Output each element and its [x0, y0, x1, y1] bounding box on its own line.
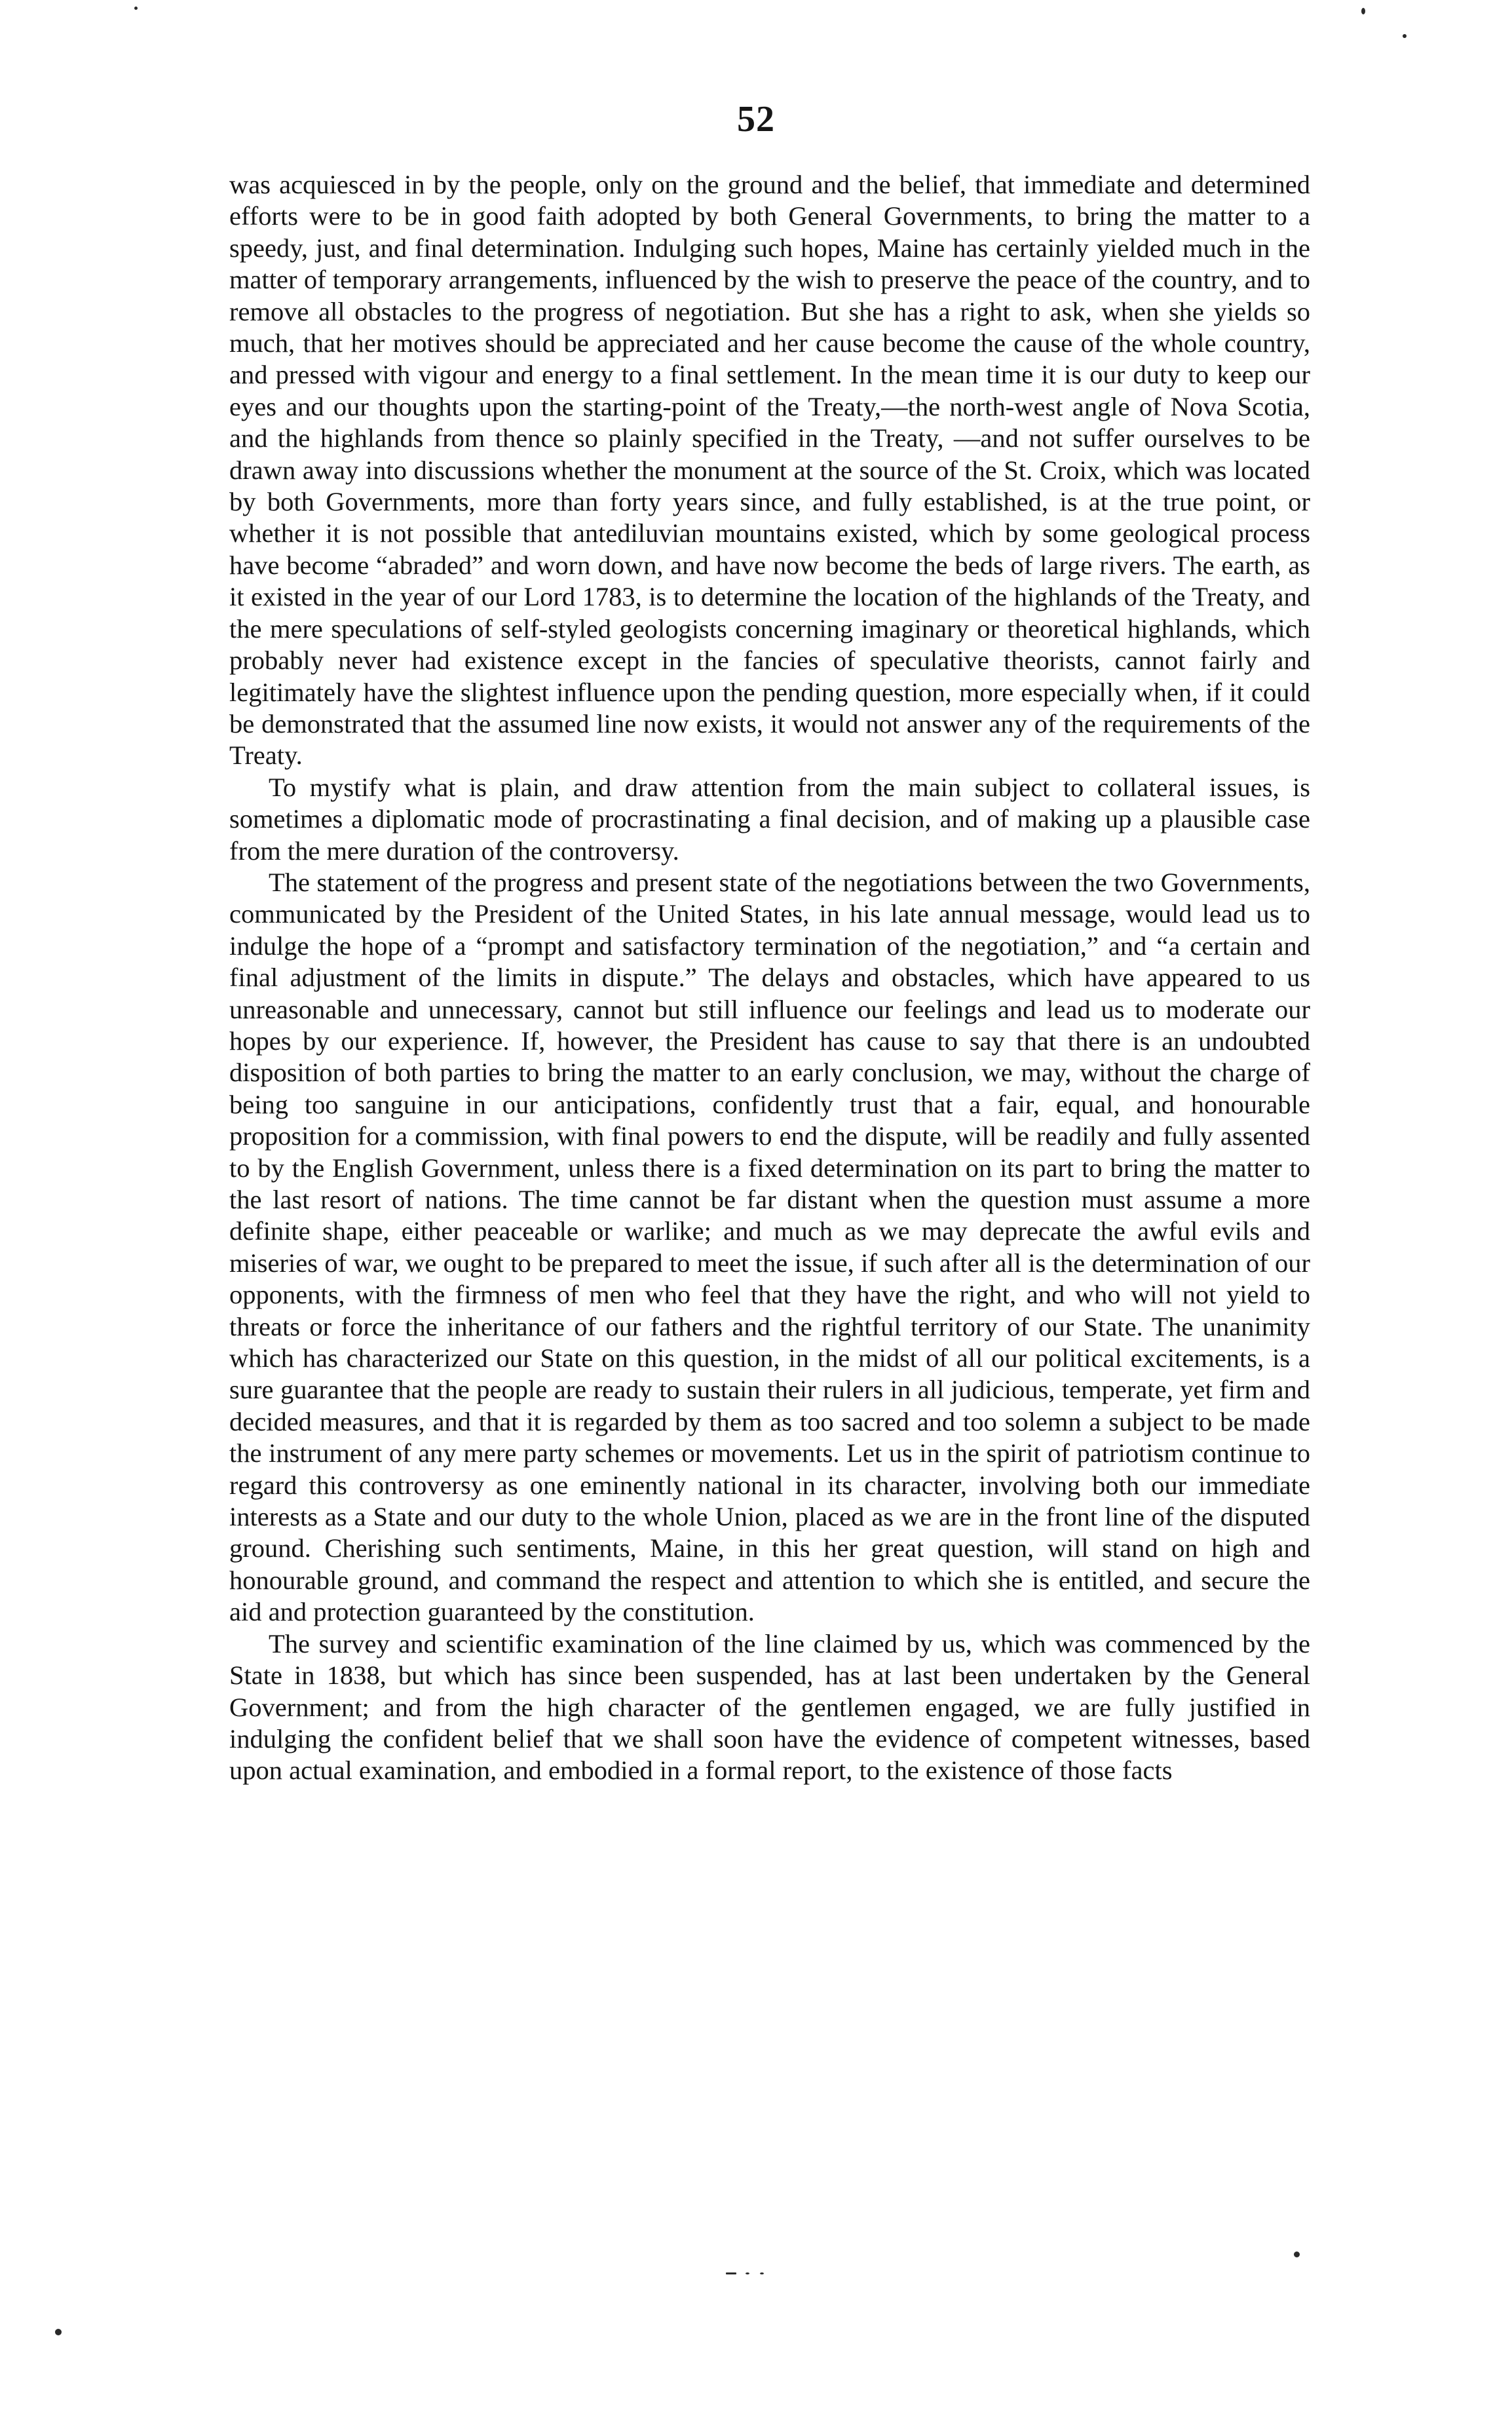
body-text: [229, 169, 1310, 1787]
scan-speck: [55, 2329, 62, 2335]
paragraph-1: was acquiesced in by the people, only on the ground and the belief, that immediate and determined efforts were to be in good faith adopted by both General Governments, to bring the matter to a speedy, just, and final determination. Indulging such hopes, Maine has certainly yielded much in the matter of temporary arrangements, influenced by the wish to preserve the peace of the country, and to remove all obstacles to the progress of negotiation. But she has a right to ask, when she yields so much, that her motives should be appreciated and her cause become the cause of the whole country, and pressed with vigour and energy to a final settlement. In the mean time it is our duty to keep our eyes and our thoughts upon the starting-point of the Treaty,—the north-west angle of Nova Scotia, and the highlands from thence so plainly specified in the Treaty, —and not suffer ourselves to be drawn away into discussions whether the monument at the source of the St. Croix, which was located by both Governments, more than forty years since, and fully established, is at the true point, or whether it is not possible that antediluvian mountains existed, which by some geological process have become “abraded” and worn down, and have now become the beds of large rivers. The earth, as it existed in the year of our Lord 1783, is to determine the location of the highlands of the Treaty, and the mere speculations of self-styled geologists concerning imaginary or theoretical highlands, which probably never had existence except in the fancies of speculative theorists, cannot fairly and legitimately have the slightest influence upon the pending question, more especially when, if it could be demonstrated that the assumed line now exists, it would not answer any of the requirements of the Treaty.: [229, 170, 1310, 771]
page-number: 52: [737, 99, 775, 140]
paragraph-2: To mystify what is plain, and draw attention from the main subject to collateral issues, is sometimes a diplomatic mode of procrastinating a final decision, and of making up a plausible case from the mere duration of the controversy.: [229, 772, 1310, 866]
paragraph-3: The statement of the progress and present state of the negotiations between the two Governments, communicated by the President of the United States, in his late annual message, would lead us to indulge the hope of a “prompt and satisfactory termination of the negotiation,” and “a certain and final adjustment of the limits in dispute.” The delays and obstacles, which have appeared to us unreasonable and unnecessary, cannot but still influence our feelings and lead us to moderate our hopes by our experience. If, however, the President has cause to say that there is an undoubted disposition of both parties to bring the matter to an early conclusion, we may, without the charge of being too sanguine in our anticipations, confidently trust that a fair, equal, and honourable proposition for a commission, with final powers to end the dispute, will be readily and fully assented to by the English Government, unless there is a fixed determination on its part to bring the matter to the last resort of nations. The time cannot be far distant when the question must assume a more definite shape, either peaceable or warlike; and much as we may deprecate the awful evils and miseries of war, we ought to be prepared to meet the issue, if such after all is the determination of our opponents, with the firmness of men who feel that they have the right, and who will not yield to threats or force the inheritance of our fathers and the rightful territory of our State. The unanimity which has characterized our State on this question, in the midst of all our political excitements, is a sure guarantee that the people are ready to sustain their rulers in all judicious, temperate, yet firm and decided measures, and that it is regarded by them as too sacred and too solemn a subject to be made the instrument of any mere party schemes or movements. Let us in the spirit of patriotism continue to regard this controversy as one eminently national in its character, involving both our immediate interests as a State and our duty to the whole Union, placed as we are in the front line of the disputed ground. Cherishing such sentiments, Maine, in this her great question, will stand on high and honourable ground, and command the respect and attention to which she is entitled, and secure the aid and protection guaranteed by the constitution.: [229, 867, 1310, 1627]
scan-speck: [760, 2272, 764, 2274]
scan-speck: [746, 2272, 749, 2274]
scan-speck: [134, 7, 138, 10]
paragraph-4: The survey and scientific examination of the line claimed by us, which was commenced by the State in 1838, but which has since been suspended, has at last been undertaken by the General Government; and from the high character of the gentlemen engaged, we are fully justified in indulging the confident belief that we shall soon have the evidence of competent witnesses, based upon actual examination, and embodied in a formal report, to the existence of those facts: [229, 1628, 1310, 1786]
scan-speck: [726, 2272, 736, 2274]
scan-speck: [1361, 8, 1365, 14]
scan-speck: [1403, 34, 1407, 38]
scan-speck: [1294, 2251, 1300, 2257]
